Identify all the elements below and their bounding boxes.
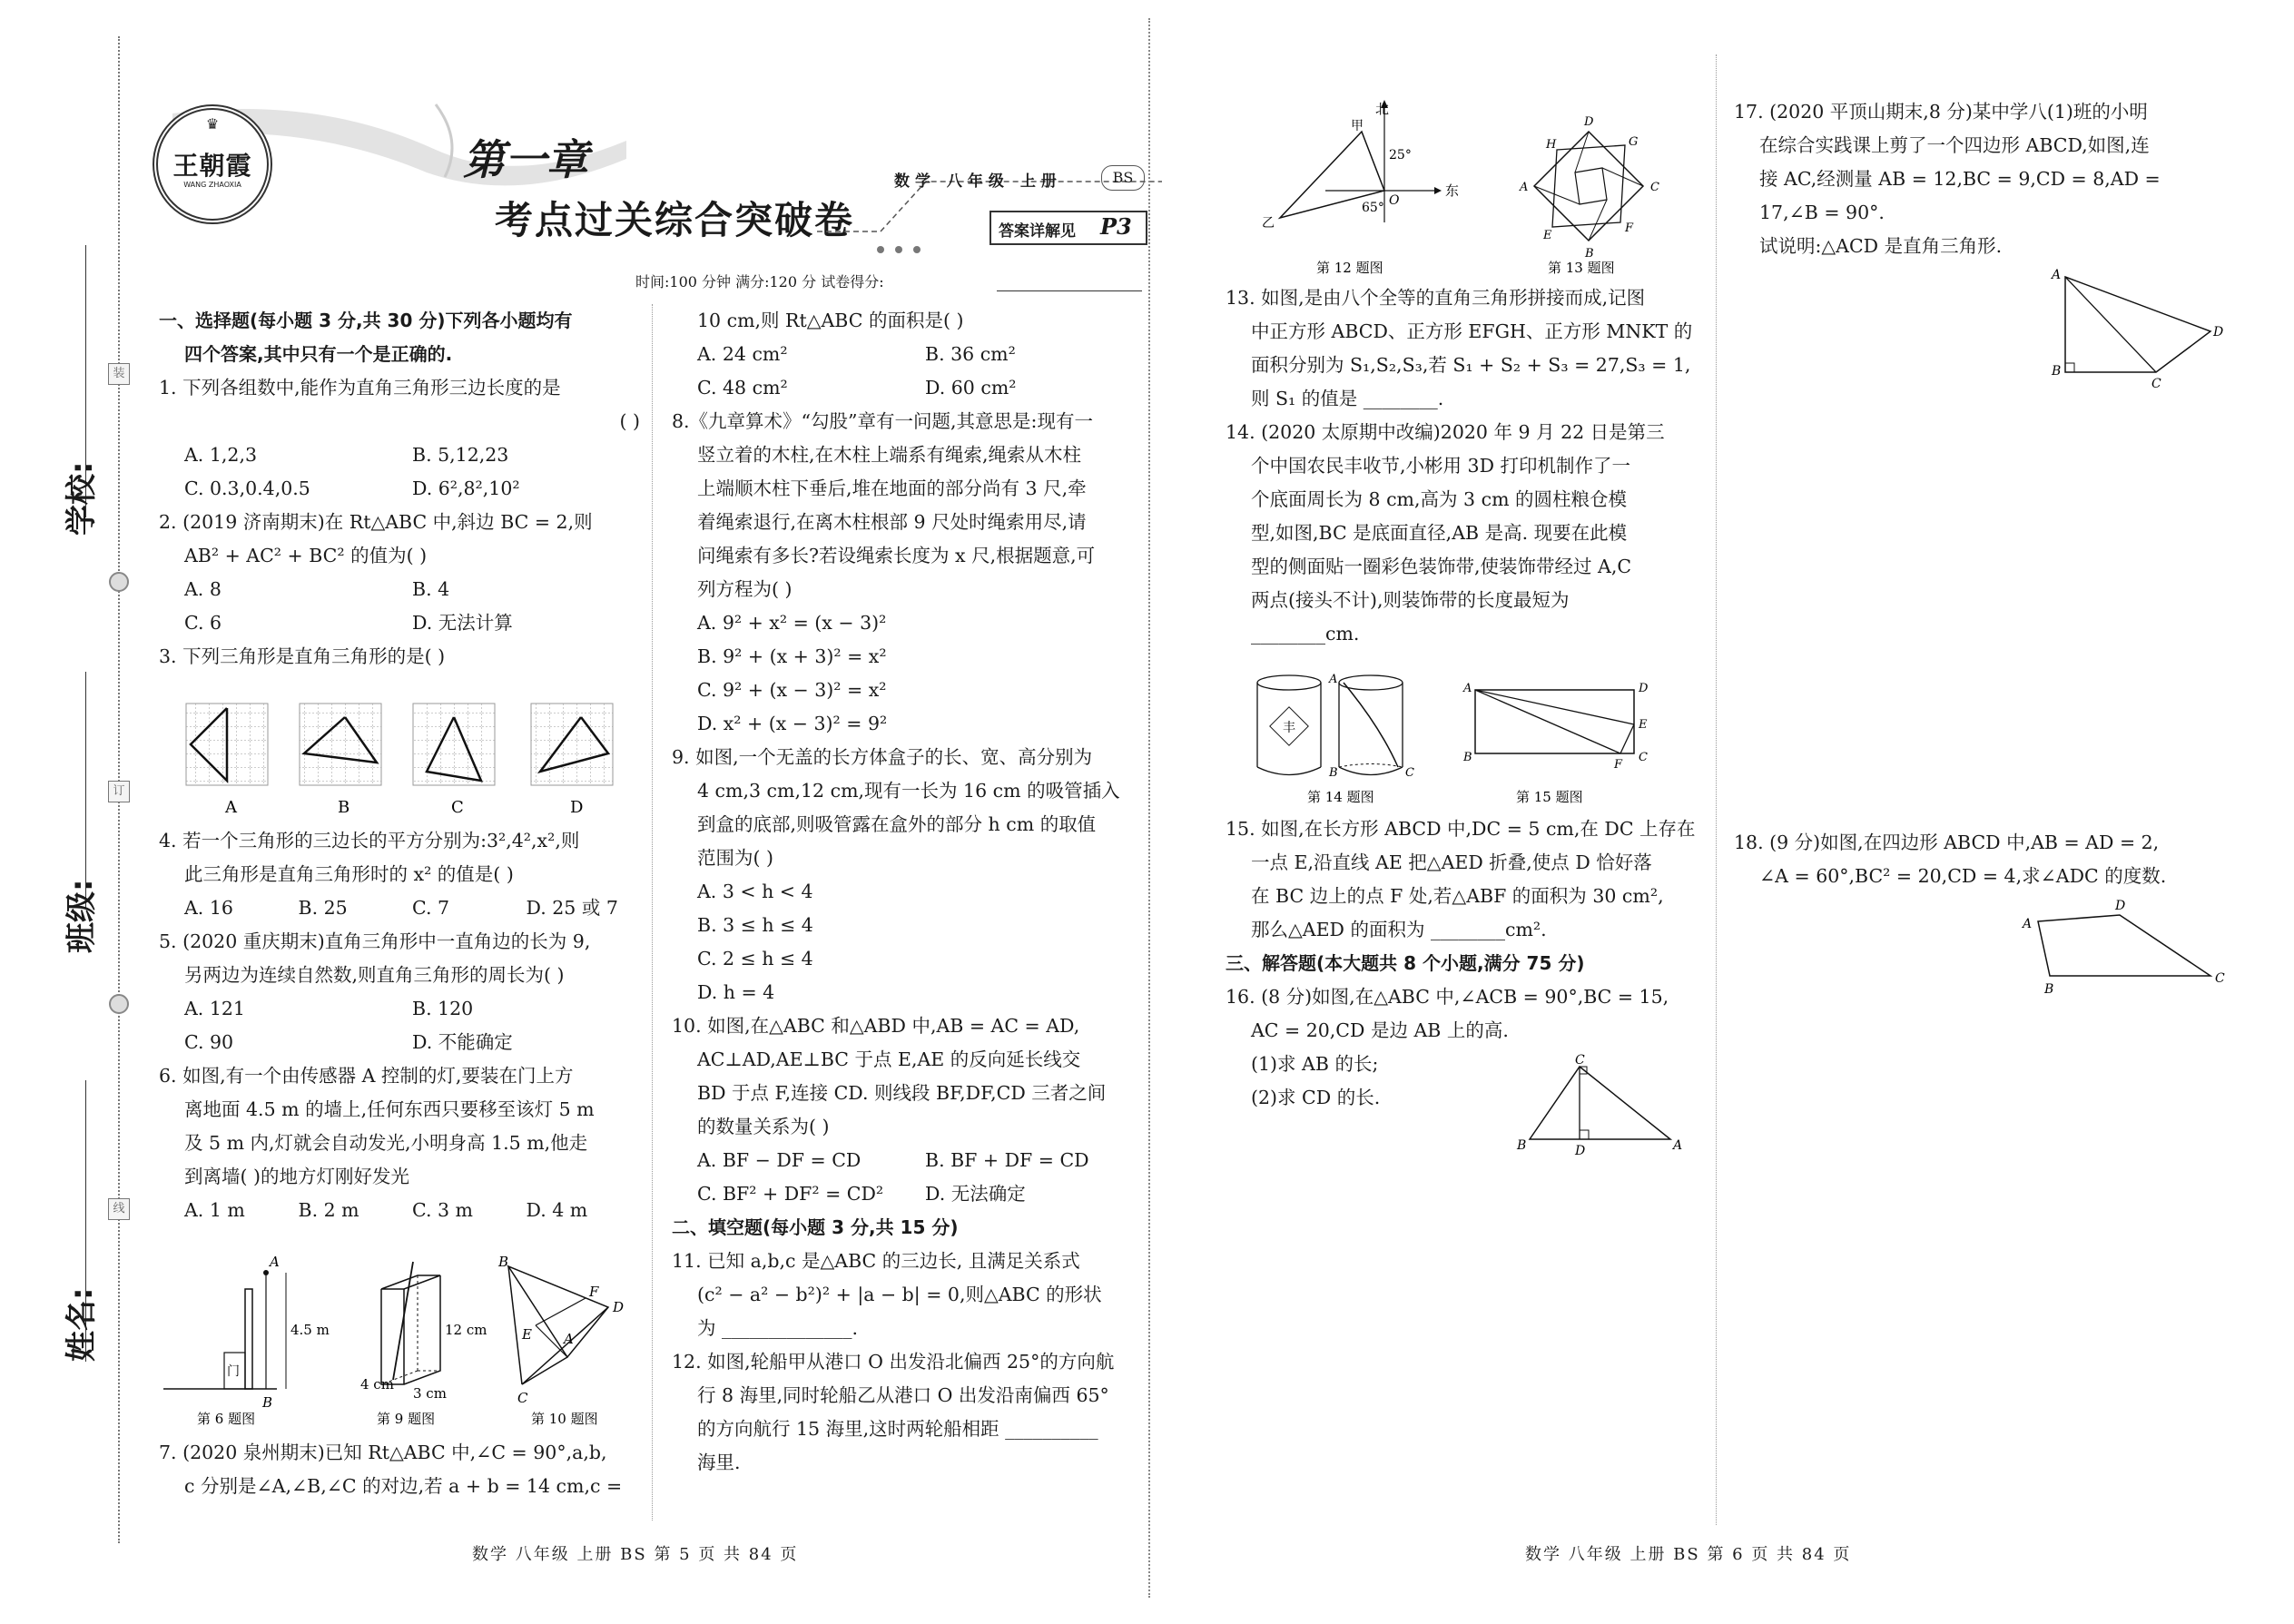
page-fold-line — [1148, 18, 1151, 1598]
answer-ref-text: 答案详解见 — [999, 222, 1076, 241]
question-15-cont: 在 BC 边上的点 F 处,若△ABF 的面积为 30 cm², — [1251, 885, 1664, 907]
q5-options — [159, 992, 640, 1026]
svg-text:E: E — [1639, 718, 1648, 732]
question-14-cont: 个中国农民丰收节,小彬用 3D 打印机制作了一 — [1251, 455, 1631, 477]
class-label: 班级: — [64, 879, 100, 953]
q1-option-b[interactable]: B. 5,12,23 — [412, 444, 509, 466]
q9-option-c[interactable]: C. 2 ≤ h ≤ 4 — [697, 948, 813, 969]
question-1: 1. 下列各组数中,能作为直角三角形三边长度的是 — [159, 377, 561, 399]
svg-text:D: D — [2115, 899, 2126, 913]
svg-text:D: D — [2213, 325, 2224, 340]
figure-18 — [1997, 899, 2233, 999]
figure-10 — [497, 1254, 624, 1406]
svg-text:C: C — [1650, 181, 1659, 194]
question-12: 12. 如图,轮船甲从港口 O 出发沿北偏西 25°的方向航 — [672, 1351, 1115, 1373]
binding-ring — [109, 572, 129, 592]
svg-text:C: C — [1575, 1053, 1585, 1068]
fig6-length: 4.5 m — [290, 1322, 330, 1338]
q4-options — [159, 891, 640, 925]
question-6-cont: 离地面 4.5 m 的墙上,任何东西只要移至该灯 5 m — [184, 1098, 595, 1120]
question-8-cont: 问绳索有多长?若设绳索长度为 x 尺,根据题意,可 — [697, 545, 1096, 566]
exam-title: 考点过关综合突破卷 — [495, 198, 855, 242]
figure-14 — [1257, 673, 1414, 780]
name-label: 姓名: — [64, 1287, 100, 1362]
q8-option-c[interactable]: C. 9² + (x − 3)² = x² — [697, 679, 887, 701]
column-divider — [1716, 54, 1718, 1525]
question-10-cont: 的数量关系为( ) — [697, 1116, 830, 1137]
svg-text:A: A — [2023, 917, 2033, 931]
question-4: 4. 若一个三角形的三边长的平方分别为:3²,4²,x²,则 — [159, 830, 580, 851]
question-7: 7. (2020 泉州期末)已知 Rt△ABC 中,∠C = 90°,a,b, — [159, 1442, 607, 1463]
q5-option-b[interactable]: B. 120 — [412, 998, 474, 1019]
question-11-cont: (c² − a² − b²)² + |a − b| = 0,则△ABC 的形状 — [697, 1284, 1102, 1305]
fig12-angle1: 25° — [1389, 148, 1412, 162]
question-8-cont: 竖立着的木柱,在木柱上端系有绳索,绳索从木柱 — [697, 444, 1082, 466]
question-18-cont: ∠A = 60°,BC² = 20,CD = 4,求∠ADC 的度数. — [1759, 865, 2167, 887]
svg-text:B: B — [2052, 364, 2062, 379]
question-17: 17. (2020 平顶山期末,8 分)某中学八(1)班的小明 — [1734, 101, 2148, 123]
q4-option-b[interactable]: B. 25 — [298, 897, 348, 919]
fig13-caption: 第 13 题图 — [1548, 260, 1615, 276]
q8-option-a[interactable]: A. 9² + x² = (x − 3)² — [697, 612, 887, 634]
question-5-cont: 另两边为连续自然数,则直角三角形的周长为( ) — [184, 964, 565, 986]
question-9-cont: 范围为( ) — [697, 847, 774, 869]
q1-option-a[interactable]: A. 1,2,3 — [184, 444, 257, 466]
svg-text:C: C — [2215, 971, 2225, 986]
question-11-cont: 为 ______________. — [697, 1317, 859, 1339]
svg-text:E: E — [1543, 229, 1552, 242]
svg-text:A: A — [270, 1254, 280, 1270]
question-9: 9. 如图,一个无盖的长方体盒子的长、宽、高分别为 — [672, 746, 1093, 768]
section-2-title: 二、填空题(每小题 3 分,共 15 分) — [672, 1216, 959, 1238]
q2-option-a[interactable]: A. 8 — [184, 578, 222, 600]
q2-options — [159, 573, 640, 606]
middle-column — [672, 304, 1153, 1480]
fig10-caption: 第 10 题图 — [531, 1411, 598, 1425]
section-3-title: 三、解答题(本大题共 8 个小题,满分 75 分) — [1226, 952, 1585, 974]
question-17-cont: 在综合实践课上剪了一个四边形 ABCD,如图,连 — [1759, 134, 2150, 156]
q10-option-b[interactable]: B. BF + DF = CD — [925, 1149, 1089, 1171]
q6-option-a[interactable]: A. 1 m — [184, 1199, 245, 1221]
figure-12 — [1262, 100, 1459, 231]
q3-label-a: A — [225, 798, 237, 817]
question-8-cont: 列方程为( ) — [697, 578, 793, 600]
question-15: 15. 如图,在长方形 ABCD 中,DC = 5 cm,在 DC 上存在 — [1226, 818, 1696, 840]
q2-option-b[interactable]: B. 4 — [412, 578, 450, 600]
svg-text:A: A — [564, 1331, 574, 1347]
svg-text:B: B — [262, 1394, 273, 1411]
q10-options — [672, 1144, 1153, 1177]
footer-left: 数学 八年级 上册 BS 第 5 页 共 84 页 — [472, 1545, 799, 1564]
svg-text:D: D — [1575, 1144, 1586, 1158]
answer-ref-page: P3 — [1100, 213, 1132, 240]
figure-9 — [360, 1262, 487, 1402]
fig12-angle2: 65° — [1362, 201, 1384, 215]
svg-text:A: A — [1463, 682, 1472, 695]
q6-option-d[interactable]: D. 4 m — [526, 1199, 588, 1221]
question-10-cont: BD 于点 F,连接 CD. 则线段 BF,DF,CD 三者之间 — [697, 1082, 1107, 1104]
svg-text:B: B — [498, 1254, 509, 1270]
question-14: 14. (2020 太原期中改编)2020 年 9 月 22 日是第三 — [1226, 421, 1665, 443]
left-column — [159, 304, 640, 674]
question-16-part-2: (2)求 CD 的长. — [1251, 1087, 1381, 1108]
question-16-cont: AC = 20,CD 是边 AB 上的高. — [1251, 1019, 1509, 1041]
binding-ring — [109, 994, 129, 1014]
svg-text:D: D — [613, 1299, 625, 1315]
q6-options — [159, 1194, 640, 1227]
question-2-cont: AB² + AC² + BC² 的值为( ) — [184, 545, 428, 566]
svg-text:O: O — [1389, 193, 1400, 208]
stamp-zhuang: 装 — [108, 363, 130, 385]
question-13-cont: 面积分别为 S₁,S₂,S₃,若 S₁ + S₂ + S₃ = 27,S₃ = 1, — [1251, 354, 1691, 376]
crown-icon: ♛ — [205, 115, 220, 133]
q7-options — [672, 338, 1153, 371]
fig9-caption: 第 9 题图 — [377, 1411, 436, 1425]
svg-text:B: B — [1517, 1138, 1527, 1153]
q1-option-c[interactable]: C. 0.3,0.4,0.5 — [184, 477, 310, 499]
stamp-xian: 线 — [108, 1198, 130, 1220]
q6-option-b[interactable]: B. 2 m — [298, 1199, 359, 1221]
question-10: 10. 如图,在△ABC 和△ABD 中,AB = AC = AD, — [672, 1015, 1080, 1037]
q7-option-d[interactable]: D. 60 cm² — [925, 377, 1017, 399]
svg-text:F: F — [1625, 221, 1634, 235]
svg-text:B: B — [1463, 751, 1472, 764]
question-16: 16. (8 分)如图,在△ABC 中,∠ACB = 90°,BC = 15, — [1226, 986, 1669, 1008]
figure-15 — [1462, 682, 1649, 772]
question-13-cont: 则 S₁ 的值是 ________. — [1251, 388, 1444, 409]
svg-text:E: E — [522, 1326, 532, 1343]
question-16-part-1: (1)求 AB 的长; — [1251, 1053, 1379, 1075]
logo-text: 王朝霞 — [172, 151, 252, 181]
column-divider — [652, 304, 654, 1521]
q8-option-d[interactable]: D. x² + (x − 3)² = 9² — [697, 713, 888, 734]
chapter-title: 第一章 — [463, 135, 588, 184]
footer-right: 数学 八年级 上册 BS 第 6 页 共 84 页 — [1525, 1545, 1852, 1564]
logo-subtext: WANG ZHAOXIA — [183, 181, 241, 189]
question-6-cont: 及 5 m 内,灯就会自动发光,小明身高 1.5 m,他走 — [184, 1132, 588, 1154]
fig9-length: 3 cm — [413, 1385, 447, 1402]
question-12-cont: 行 8 海里,同时轮船乙从港口 O 出发沿南偏西 65° — [697, 1384, 1109, 1406]
q7-option-b[interactable]: B. 36 cm² — [925, 343, 1016, 365]
fig12-jia: 甲 — [1351, 119, 1364, 133]
question-8: 8.《九章算术》“勾股”章有一问题,其意思是:现有一 — [672, 410, 1093, 432]
fig6-caption: 第 6 题图 — [197, 1411, 256, 1425]
answer-ref-box — [989, 211, 1147, 245]
subject-tag: 数学 八年级 上册 — [894, 172, 1062, 191]
svg-text:D: D — [1584, 115, 1594, 129]
section-1-title: 一、选择题(每小题 3 分,共 30 分)下列各小题均有 — [159, 310, 573, 331]
question-15-cont: 那么△AED 的面积为 ________cm². — [1251, 919, 1547, 940]
q3-figure-d[interactable] — [531, 704, 613, 785]
question-8-cont: 上端顺木柱下垂后,堆在地面的部分尚有 3 尺,牵 — [697, 477, 1087, 499]
figure-6 — [163, 1254, 330, 1411]
q2-option-c[interactable]: C. 6 — [184, 612, 222, 634]
q8-option-b[interactable]: B. 9² + (x + 3)² = x² — [697, 645, 887, 667]
stamp-ding: 订 — [108, 781, 130, 802]
question-13: 13. 如图,是由八个全等的直角三角形拼接而成,记图 — [1226, 287, 1646, 309]
figure-17 — [2043, 268, 2224, 395]
school-label: 学校: — [64, 461, 100, 536]
score-underline — [997, 290, 1142, 291]
question-18: 18. (9 分)如图,在四边形 ABCD 中,AB = AD = 2, — [1734, 832, 2160, 853]
q3-label-d: D — [570, 798, 584, 817]
q1-options — [159, 438, 640, 472]
svg-text:D: D — [1639, 682, 1649, 695]
far-right-column — [1734, 95, 2224, 263]
question-12-cont: 的方向航行 15 海里,这时两轮船相距 __________ — [697, 1418, 1098, 1440]
fig14-caption: 第 14 题图 — [1307, 789, 1374, 805]
q3-figure-b[interactable] — [300, 704, 381, 785]
question-9-cont: 到盒的底部,则吸管露在盒外的部分 h cm 的取值 — [697, 813, 1097, 835]
q4-option-c[interactable]: C. 7 — [412, 897, 450, 919]
svg-text:C: C — [2151, 377, 2161, 391]
question-17-cont: 接 AC,经测量 AB = 12,BC = 9,CD = 8,AD = — [1759, 168, 2161, 190]
q10-option-d[interactable]: D. 无法确定 — [925, 1183, 1026, 1205]
q10-options — [672, 1177, 1153, 1211]
figure-13 — [1519, 115, 1659, 261]
q5-option-d[interactable]: D. 不能确定 — [412, 1031, 513, 1053]
svg-text:F: F — [589, 1284, 599, 1300]
question-17-cont: 17,∠B = 90°. — [1759, 202, 1885, 223]
question-8-cont: 着绳索退行,在离木柱根部 9 尺处时绳索用尽,请 — [697, 511, 1087, 533]
bs-badge: BS — [1101, 165, 1145, 191]
svg-text:C: C — [517, 1390, 528, 1406]
svg-text:B: B — [1329, 766, 1338, 780]
question-15-cont: 一点 E,沿直线 AE 把△AED 折叠,使点 D 恰好落 — [1251, 851, 1652, 873]
q1-options — [159, 472, 640, 506]
q7-option-a[interactable]: A. 24 cm² — [697, 343, 788, 365]
q7-options — [672, 371, 1153, 405]
svg-text:F: F — [1614, 758, 1623, 772]
fig9-width: 4 cm — [360, 1376, 394, 1393]
q3-label-b: B — [338, 798, 350, 817]
fig6-door: 门 — [227, 1364, 240, 1379]
question-12-cont: 海里. — [697, 1452, 741, 1473]
svg-text:A: A — [1329, 673, 1338, 686]
question-10-cont: AC⊥AD,AE⊥BC 于点 E,AE 的反向延长线交 — [697, 1048, 1081, 1070]
question-6: 6. 如图,有一个由传感器 A 控制的灯,要装在门上方 — [159, 1065, 574, 1087]
exam-meta: 时间:100 分钟 满分:120 分 试卷得分: — [635, 273, 884, 290]
svg-text:A: A — [2052, 268, 2062, 282]
question-14-cont: 型,如图,BC 是底面直径,AB 是高. 现要在此模 — [1251, 522, 1628, 544]
svg-text:A: A — [1520, 181, 1529, 194]
question-17-task: 试说明:△ACD 是直角三角形. — [1759, 235, 2003, 257]
far-right-column-lower — [1734, 826, 2224, 893]
figure-16 — [1511, 1053, 1693, 1162]
q5-options — [159, 1026, 640, 1059]
question-5: 5. (2020 重庆期末)直角三角形中一直角边的长为 9, — [159, 930, 591, 952]
question-6-cont: 到离墙( )的地方灯刚好发光 — [184, 1166, 410, 1187]
question-13-cont: 中正方形 ABCD、正方形 EFGH、正方形 MNKT 的 — [1251, 320, 1693, 342]
q5-option-c[interactable]: C. 90 — [184, 1031, 234, 1053]
q3-figures — [182, 699, 635, 822]
figures-12-13 — [1244, 95, 1698, 277]
question-3: 3. 下列三角形是直角三角形的是( ) — [159, 645, 446, 667]
fig14-feng: 丰 — [1283, 721, 1295, 735]
q4-option-d[interactable]: D. 25 或 7 — [526, 897, 618, 919]
svg-text:C: C — [1405, 766, 1414, 780]
q1-answer-paren: ( ) — [619, 410, 640, 432]
figures-14-15 — [1253, 672, 1707, 808]
svg-text:B: B — [1585, 247, 1594, 261]
left-column-lower — [159, 824, 640, 1227]
question-7-end: 10 cm,则 Rt△ABC 的面积是( ) — [697, 310, 964, 331]
left-column-bottom — [159, 1436, 640, 1503]
q6-option-c[interactable]: C. 3 m — [412, 1199, 473, 1221]
question-14-cont: 两点(接头不计),则装饰带的长度最短为 — [1251, 589, 1570, 611]
q7-option-c[interactable]: C. 48 cm² — [697, 377, 788, 399]
figures-6-9-10 — [159, 1253, 640, 1425]
q2-option-d[interactable]: D. 无法计算 — [412, 612, 513, 634]
q1-option-d[interactable]: D. 6²,8²,10² — [412, 477, 520, 499]
section-1-subtitle: 四个答案,其中只有一个是正确的. — [184, 343, 453, 365]
q9-option-a[interactable]: A. 3 < h < 4 — [697, 881, 813, 902]
q5-option-a[interactable]: A. 121 — [184, 998, 245, 1019]
fig12-yi: 乙 — [1262, 216, 1275, 231]
question-4-cont: 此三角形是直角三角形时的 x² 的值是( ) — [184, 863, 514, 885]
svg-text:H: H — [1546, 138, 1557, 152]
question-14-cont: ________cm. — [1251, 623, 1360, 645]
svg-text:C: C — [1639, 751, 1648, 764]
fig9-height: 12 cm — [445, 1322, 487, 1338]
svg-text:B: B — [2044, 982, 2054, 997]
q4-option-a[interactable]: A. 16 — [184, 897, 233, 919]
q9-option-b[interactable]: B. 3 ≤ h ≤ 4 — [697, 914, 813, 936]
svg-text:G: G — [1629, 135, 1639, 149]
question-9-cont: 4 cm,3 cm,12 cm,现有一长为 16 cm 的吸管插入 — [697, 780, 1120, 802]
q2-options — [159, 606, 640, 640]
q3-figure-c[interactable] — [413, 704, 495, 785]
fig12-caption: 第 12 题图 — [1316, 260, 1383, 276]
question-2: 2. (2019 济南期末)在 Rt△ABC 中,斜边 BC = 2,则 — [159, 511, 593, 533]
right-column — [1226, 281, 1707, 651]
q10-option-a[interactable]: A. BF − DF = CD — [697, 1149, 861, 1171]
logo-badge — [153, 104, 272, 224]
question-14-cont: 个底面周长为 8 cm,高为 3 cm 的圆柱粮仓模 — [1251, 488, 1628, 510]
class-underline — [85, 672, 86, 908]
q3-figure-a[interactable] — [186, 704, 268, 785]
svg-text:A: A — [1673, 1138, 1683, 1153]
q3-label-c: C — [451, 798, 464, 817]
q9-option-d[interactable]: D. h = 4 — [697, 981, 775, 1003]
fig12-east: 东 — [1445, 182, 1460, 199]
fig12-north: 北 — [1375, 101, 1390, 117]
question-11: 11. 已知 a,b,c 是△ABC 的三边长, 且满足关系式 — [672, 1250, 1080, 1272]
question-7-cont: c 分别是∠A,∠B,∠C 的对边,若 a + b = 14 cm,c = — [184, 1475, 623, 1497]
question-14-cont: 型的侧面贴一圈彩色装饰带,使装饰带经过 A,C — [1251, 556, 1632, 577]
fig15-caption: 第 15 题图 — [1516, 789, 1583, 805]
q10-option-c[interactable]: C. BF² + DF² = CD² — [697, 1183, 884, 1205]
